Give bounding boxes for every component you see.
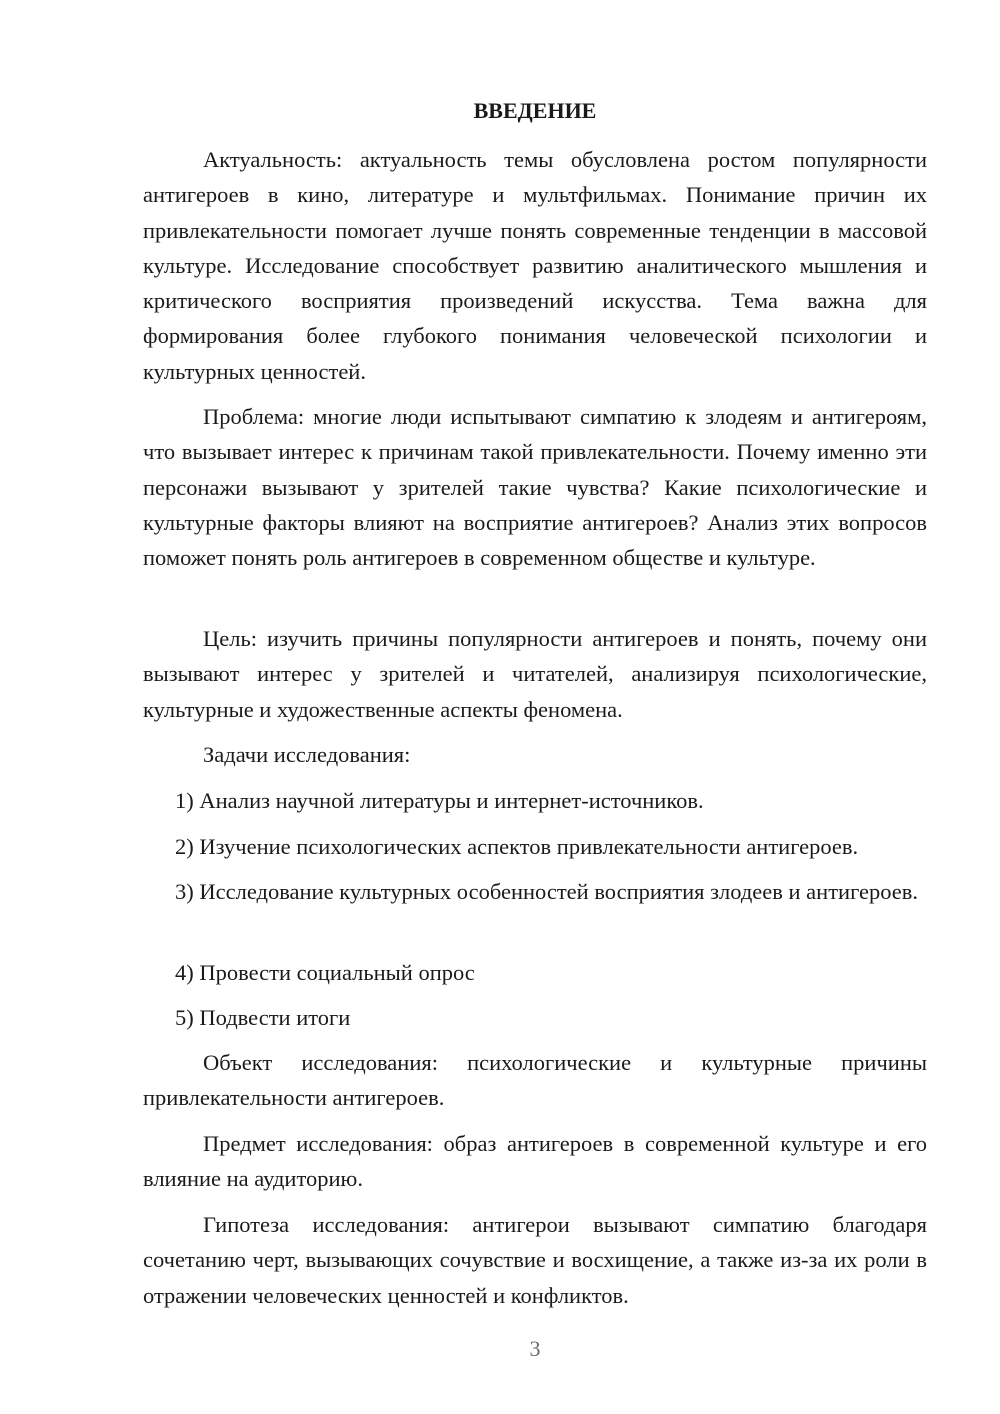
task-item-5: 5) Подвести итоги — [175, 1005, 351, 1030]
hypothesis-paragraph: Гипотеза исследования: антигерои вызывают симпатию благодаря сочетанию черт, вызывающих сочувствие и восхищение, а также из-за их роли в отражении человеческих ценностей и конфликтов. — [143, 1212, 927, 1308]
relevance-paragraph: Актуальность: актуальность темы обусловлена ростом популярности антигероев в кино, литературе и мультфильмах. Понимание причин их привлекательности помогает лучше понять современные тенденции в массовой культуре. Исследование способствует развитию аналитического мышления и критического восприятия произведений искусства. Тема важна для формирования более глубокого понимания человеческой психологии и культурных ценностей. — [143, 147, 927, 384]
tasks-heading: Задачи исследования: — [203, 742, 411, 767]
object-paragraph: Объект исследования: психологические и культурные причины привлекательности антигероев. — [143, 1050, 927, 1111]
task-item-1: 1) Анализ научной литературы и интернет-источников. — [175, 788, 704, 813]
task-item-4: 4) Провести социальный опрос — [175, 960, 475, 985]
goal-paragraph: Цель: изучить причины популярности антигероев и понять, почему они вызывают интерес у зрителей и читателей, анализируя психологические, культурные и художественные аспекты феномена. — [143, 626, 927, 722]
subject-paragraph: Предмет исследования: образ антигероев в современной культуре и его влияние на аудиторию. — [143, 1131, 927, 1192]
page-title: ВВЕДЕНИЕ — [473, 98, 597, 123]
task-item-2: 2) Изучение психологических аспектов привлекательности антигероев. — [175, 834, 859, 859]
task-item-3: 3) Исследование культурных особенностей восприятия злодеев и антигероев. — [175, 879, 919, 904]
problem-paragraph: Проблема: многие люди испытывают симпатию к злодеям и антигероям, что вызывает интерес к причинам такой привлекательности. Почему именно эти персонажи вызывают у зрителей такие чувства? Какие психологические и культурные факторы влияют на восприятие антигероев? Анализ этих вопросов поможет понять роль антигероев в современном обществе и культуре. — [143, 404, 927, 571]
page-number: 3 — [529, 1336, 541, 1361]
